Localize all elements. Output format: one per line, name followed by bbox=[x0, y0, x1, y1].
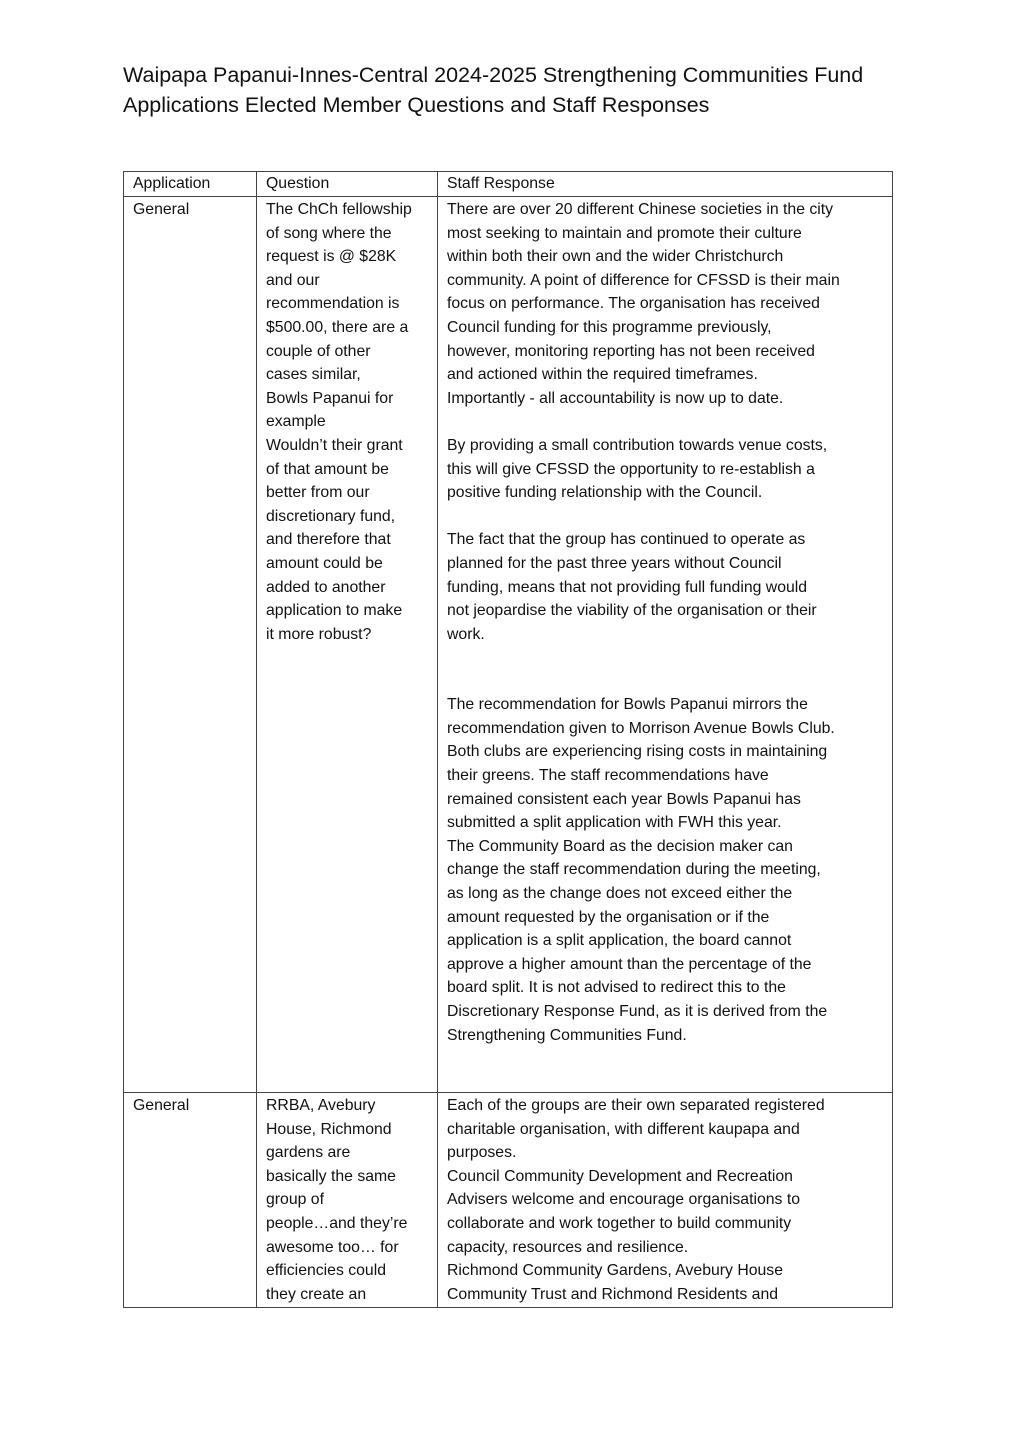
response-line: Importantly - all accountability is now up to date. bbox=[447, 389, 784, 407]
staff-response-cell bbox=[438, 197, 893, 1093]
response-line: submitted a split application with FWH this year. bbox=[447, 814, 782, 832]
question-line: group of bbox=[266, 1191, 324, 1209]
response-line: not jeopardise the viability of the organisation or their bbox=[447, 602, 817, 620]
response-paragraph bbox=[447, 528, 884, 646]
response-line: Advisers welcome and encourage organisations to bbox=[447, 1191, 801, 1209]
column-header-question: Question bbox=[257, 172, 438, 197]
question-cell bbox=[257, 197, 438, 1093]
application-cell: General bbox=[124, 197, 257, 1093]
response-line: There are over 20 different Chinese societies in the city bbox=[447, 201, 834, 218]
response-line: The Community Board as the decision maker can bbox=[447, 837, 793, 855]
table-row bbox=[124, 1093, 893, 1308]
question-line: gardens are bbox=[266, 1144, 351, 1162]
table-header-row bbox=[124, 172, 893, 197]
questions-table bbox=[123, 171, 893, 1308]
question-line: RRBA, Avebury bbox=[266, 1097, 376, 1114]
response-line: funding, means that not providing full funding would bbox=[447, 578, 808, 596]
paragraph-gap bbox=[447, 505, 884, 529]
paragraph-gap bbox=[447, 646, 884, 693]
response-line: recommendation given to Morrison Avenue Bowls Club. bbox=[447, 719, 835, 737]
response-line: their greens. The staff recommendations have bbox=[447, 767, 769, 785]
response-line: By providing a small contribution towards venue costs, bbox=[447, 436, 828, 454]
question-line: Bowls Papanui for bbox=[266, 389, 394, 407]
response-paragraph bbox=[447, 434, 884, 505]
application-cell: General bbox=[124, 1093, 257, 1308]
question-line: Wouldn’t their grant bbox=[266, 436, 403, 454]
question-line: they create an bbox=[266, 1285, 367, 1303]
response-line: work. bbox=[447, 625, 485, 643]
question-line: discretionary fund, bbox=[266, 507, 396, 525]
question-line: House, Richmond bbox=[266, 1120, 392, 1138]
question-cell bbox=[257, 1093, 438, 1308]
response-line: board split. It is not advised to redirect this to the bbox=[447, 979, 786, 997]
response-line: within both their own and the wider Christchurch bbox=[447, 248, 784, 266]
page-title bbox=[123, 60, 913, 120]
question-line: and therefore that bbox=[266, 531, 391, 549]
response-line: community. A point of difference for CFSSD is their main bbox=[447, 271, 840, 289]
response-line: focus on performance. The organisation has received bbox=[447, 295, 820, 313]
question-line: couple of other bbox=[266, 342, 371, 360]
response-line: collaborate and work together to build community bbox=[447, 1214, 792, 1232]
question-line: $500.00, there are a bbox=[266, 318, 409, 336]
response-line: amount requested by the organisation or if the bbox=[447, 908, 770, 926]
response-line: The recommendation for Bowls Papanui mirrors the bbox=[447, 696, 808, 714]
page-title-line-1: Waipapa Papanui-Innes-Central 2024-2025 Strengthening Communities Fund bbox=[123, 63, 864, 87]
response-paragraph bbox=[447, 693, 884, 1047]
response-line: The fact that the group has continued to operate as bbox=[447, 531, 806, 549]
question-line: request is @ $28K bbox=[266, 248, 397, 266]
response-line: positive funding relationship with the Council. bbox=[447, 484, 763, 502]
question-line: basically the same bbox=[266, 1167, 396, 1185]
response-line: Each of the groups are their own separated registered bbox=[447, 1097, 825, 1114]
response-line: planned for the past three years without Council bbox=[447, 554, 782, 572]
question-line: of song where the bbox=[266, 224, 392, 242]
page-title-line-2: Applications Elected Member Questions and Staff Responses bbox=[123, 93, 710, 117]
question-line: awesome too… for bbox=[266, 1238, 399, 1256]
response-line: however, monitoring reporting has not been received bbox=[447, 342, 815, 360]
response-line: and actioned within the required timeframes. bbox=[447, 366, 758, 384]
question-line: amount could be bbox=[266, 554, 383, 572]
question-line: better from our bbox=[266, 484, 370, 502]
response-paragraph bbox=[447, 198, 884, 410]
question-line: and our bbox=[266, 271, 320, 289]
staff-response-cell bbox=[438, 1093, 893, 1308]
response-line: remained consistent each year Bowls Papanui has bbox=[447, 790, 801, 808]
column-header-staff-response: Staff Response bbox=[438, 172, 893, 197]
response-line: Both clubs are experiencing rising costs in maintaining bbox=[447, 743, 828, 761]
response-line: Richmond Community Gardens, Avebury House bbox=[447, 1262, 783, 1280]
response-line: change the staff recommendation during the meeting, bbox=[447, 861, 821, 879]
response-line: most seeking to maintain and promote their culture bbox=[447, 224, 802, 242]
column-header-application: Application bbox=[124, 172, 257, 197]
question-line: example bbox=[266, 413, 326, 431]
question-line: it more robust? bbox=[266, 625, 372, 643]
response-line: capacity, resources and resilience. bbox=[447, 1238, 689, 1256]
question-line: recommendation is bbox=[266, 295, 400, 313]
question-line: The ChCh fellowship bbox=[266, 201, 412, 218]
response-line: charitable organisation, with different kaupapa and bbox=[447, 1120, 800, 1138]
response-line: Council Community Development and Recreation bbox=[447, 1167, 793, 1185]
response-line: Council funding for this programme previously, bbox=[447, 318, 772, 336]
question-line: added to another bbox=[266, 578, 386, 596]
response-line: Community Trust and Richmond Residents and bbox=[447, 1285, 779, 1303]
response-line: approve a higher amount than the percentage of the bbox=[447, 955, 812, 973]
table-row bbox=[124, 197, 893, 1093]
response-line: as long as the change does not exceed either the bbox=[447, 885, 793, 903]
paragraph-gap bbox=[447, 410, 884, 434]
question-line: cases similar, bbox=[266, 366, 361, 384]
response-line: purposes. bbox=[447, 1144, 517, 1162]
response-line: this will give CFSSD the opportunity to re-establish a bbox=[447, 460, 815, 478]
question-line: people…and they’re bbox=[266, 1214, 408, 1232]
question-line: of that amount be bbox=[266, 460, 389, 478]
response-line: Strengthening Communities Fund. bbox=[447, 1026, 687, 1044]
question-line: efficiencies could bbox=[266, 1262, 387, 1280]
question-line: application to make bbox=[266, 602, 403, 620]
response-line: application is a split application, the board cannot bbox=[447, 932, 792, 950]
response-line: Discretionary Response Fund, as it is derived from the bbox=[447, 1003, 828, 1020]
